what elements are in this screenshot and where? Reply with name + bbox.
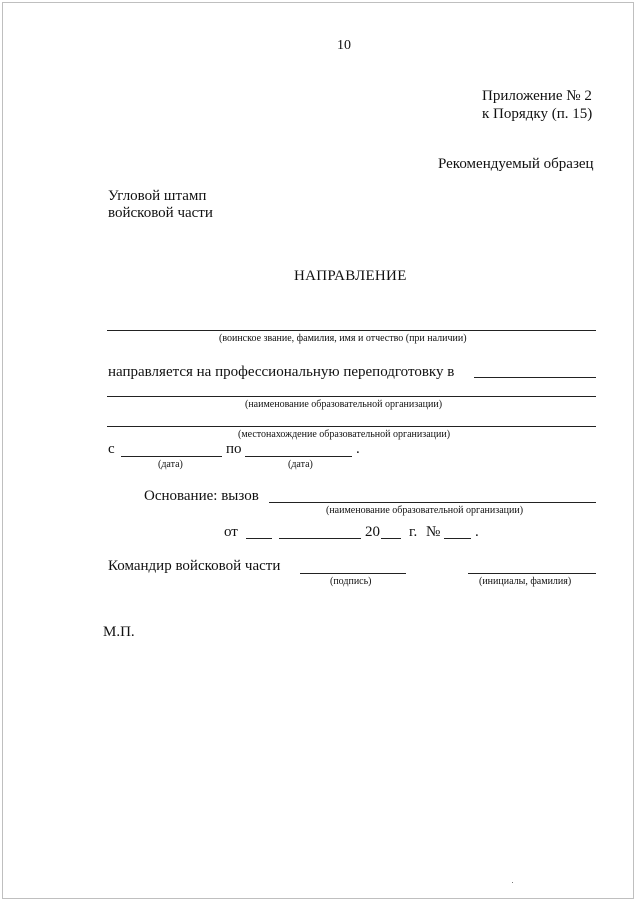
number-field-line (444, 538, 471, 539)
date-from-caption: (дата) (158, 459, 183, 470)
ot-day-field-line (246, 538, 272, 539)
date-to-field-line (245, 456, 352, 457)
signature-caption: (подпись) (330, 576, 372, 587)
appendix-line-1: Приложение № 2 (482, 88, 592, 104)
org-name-field-line (107, 396, 596, 397)
corner-stamp-line-2: войсковой части (108, 205, 213, 221)
commander-label: Командир войсковой части (108, 558, 281, 574)
basis-caption: (наименование образовательной организации) (326, 505, 524, 516)
document-title: НАПРАВЛЕНИЕ (294, 268, 407, 284)
period-end: . (356, 441, 360, 457)
page-frame (2, 2, 634, 899)
corner-stamp-line-1: Угловой штамп (108, 188, 207, 204)
rank-name-field-line (107, 330, 596, 331)
ot-label: от (224, 524, 238, 540)
from-label: с (108, 441, 115, 457)
year-label: 20 (365, 524, 380, 540)
year-suffix: г. (409, 524, 418, 540)
year-field-line (381, 538, 401, 539)
rank-name-caption: (воинское звание, фамилия, имя и отчество (при наличии) (219, 333, 467, 344)
recommended-sample-label: Рекомендуемый образец (438, 156, 594, 172)
basis-field-line (269, 502, 596, 503)
directed-to-text: направляется на профессиональную переподготовку в (108, 364, 455, 380)
org-location-caption: (местонахождение образовательной организации) (238, 429, 451, 440)
initials-caption: (инициалы, фамилия) (479, 576, 572, 587)
number-end: . (475, 524, 479, 540)
retraining-field-line (474, 377, 596, 378)
number-label: № (426, 524, 441, 540)
initials-field-line (468, 573, 596, 574)
seal-label: М.П. (103, 624, 135, 640)
scan-speck (512, 882, 513, 883)
ot-month-field-line (279, 538, 361, 539)
org-location-field-line (107, 426, 596, 427)
basis-label: Основание: вызов (144, 488, 259, 504)
org-name-caption: (наименование образовательной организации) (245, 399, 443, 410)
appendix-line-2: к Порядку (п. 15) (482, 106, 593, 122)
page-number: 10 (337, 38, 351, 53)
date-from-field-line (121, 456, 222, 457)
to-label: по (226, 441, 242, 457)
date-to-caption: (дата) (288, 459, 313, 470)
signature-field-line (300, 573, 406, 574)
